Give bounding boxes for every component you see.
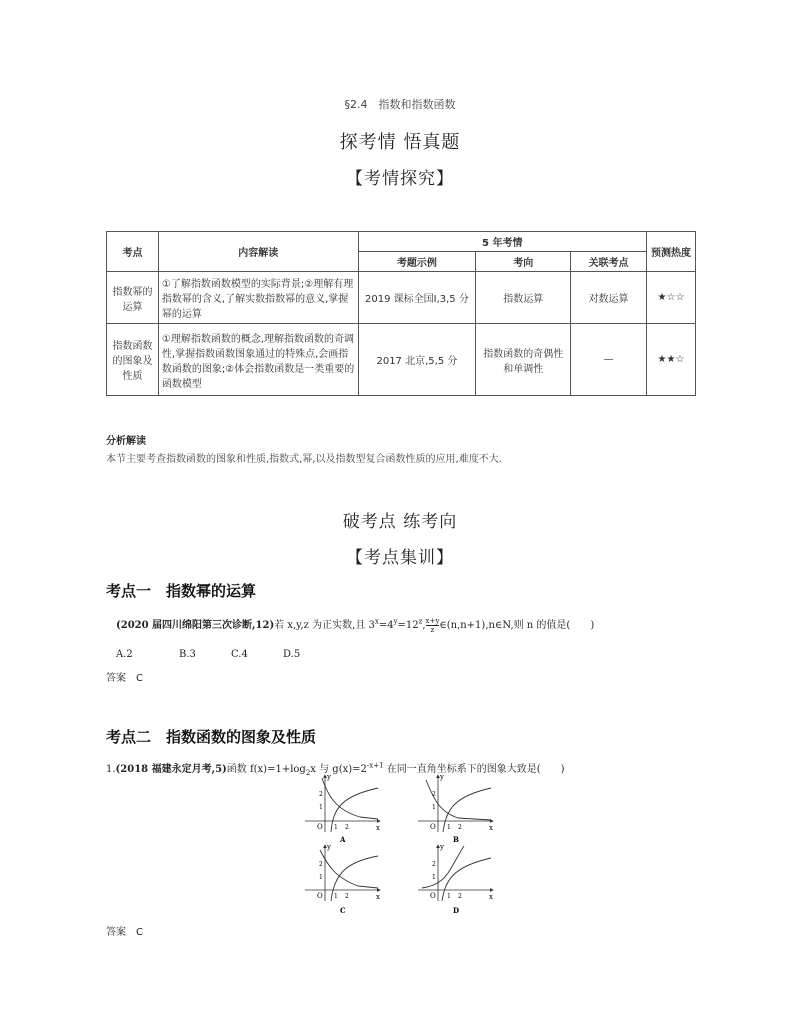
origin-label: O	[430, 823, 436, 831]
tick-1: 1	[447, 893, 451, 900]
tick-2: 2	[345, 893, 349, 900]
eq1: =4	[378, 620, 394, 631]
option-b: B.3	[179, 649, 196, 660]
kaodian2-answer: 答案 C	[106, 927, 143, 938]
option-a: A.2	[116, 649, 133, 660]
graph-d	[418, 843, 493, 915]
tick-1: 1	[447, 824, 451, 831]
tick-2: 2	[319, 791, 323, 798]
question-stem-c: 在同一直角坐标系下的图象大致是( )	[383, 764, 565, 775]
graph-label-d: D	[453, 906, 460, 915]
fraction-denominator: z	[430, 626, 435, 634]
cell-shili: 2019 课标全国Ⅰ,3,5 分	[358, 272, 476, 324]
tick-1: 1	[432, 804, 436, 811]
analysis-body: 本节主要考查指数函数的图象和性质,指数式,幂,以及指数型复合函数性质的应用,难度不大.	[106, 454, 502, 465]
exam-info-table	[106, 231, 696, 396]
kaodian1-heading: 考点一 指数幂的运算	[106, 582, 257, 600]
graph-options-figure	[300, 770, 510, 920]
kaodian1-question	[116, 616, 594, 634]
tick-1: 1	[319, 804, 323, 811]
tick-2: 2	[458, 893, 462, 900]
cell-yuce: ★★☆	[647, 324, 696, 396]
th-neirong: 内容解读	[158, 232, 358, 272]
th-kaoxiang: 考向	[476, 252, 571, 272]
cell-yuce: ★☆☆	[647, 272, 696, 324]
table-row	[107, 272, 696, 324]
cell-kaodian: 指数函数的图象及性质	[107, 324, 159, 396]
origin-label: O	[317, 823, 323, 831]
y-label: y	[440, 843, 444, 851]
th-yuce: 预测热度	[647, 232, 696, 272]
question-source: (2018 福建永定月考,5)	[115, 764, 227, 775]
log-base: 2	[305, 769, 311, 777]
question-stem-a: 函数 f(x)=1+log	[226, 764, 306, 775]
x-label: x	[489, 893, 493, 901]
cell-guanlian: —	[571, 324, 647, 396]
option-c: C.4	[231, 649, 248, 660]
tick-1: 1	[334, 893, 338, 900]
fraction-numerator: x+y	[425, 617, 440, 625]
tick-2: 2	[432, 791, 436, 798]
cell-neirong: ①理解指数函数的概念,理解指数函数的奇调性,掌握指数函数图象通过的特殊点,会画指数函数的图象;②体会指数函数是一类重要的函数模型	[158, 324, 358, 396]
th-kaodian: 考点	[107, 232, 159, 272]
th-guanlian: 关联考点	[571, 252, 647, 272]
cell-guanlian: 对数运算	[571, 272, 647, 324]
graph-a	[305, 773, 380, 844]
y-label: y	[327, 773, 331, 781]
exp-z: z	[418, 617, 423, 626]
eq2: =12	[397, 620, 419, 631]
cell-shili: 2017 北京,5,5 分	[358, 324, 476, 396]
tick-1: 1	[432, 874, 436, 881]
tick-1: 1	[319, 874, 323, 881]
origin-label: O	[430, 892, 436, 900]
exponent: -x+1	[366, 761, 384, 770]
fraction	[426, 617, 440, 634]
y-label: y	[327, 843, 331, 851]
x-label: x	[376, 893, 380, 901]
question-stem-a: 若 x,y,z 为正实数,且 3	[274, 620, 375, 631]
origin-label: O	[317, 892, 323, 900]
graph-label-c: C	[340, 906, 346, 915]
part2-title: 破考点 练考向	[342, 512, 458, 532]
x-label: x	[489, 824, 493, 832]
question-number: 1.	[106, 764, 116, 775]
cell-neirong: ①了解指数函数模型的实际背景;②理解有理指数幂的含义,了解实数指数幂的意义,掌握幂的运算	[158, 272, 358, 324]
exp-y: y	[393, 617, 398, 626]
question-stem-b: x 与 g(x)=2	[310, 764, 367, 775]
th-wunian: 5 年考情	[358, 232, 646, 252]
y-label: y	[440, 773, 444, 781]
th-shili: 考题示例	[358, 252, 476, 272]
graph-c	[305, 843, 380, 915]
tick-2: 2	[345, 824, 349, 831]
question-stem-b: ∈(n,n+1),n∈N,则 n 的值是( )	[439, 620, 595, 631]
graph-label-b: B	[453, 835, 459, 844]
part1-title: 探考情 悟真题	[339, 132, 461, 153]
cell-kaoxiang: 指数运算	[476, 272, 571, 324]
graph-b	[418, 773, 493, 844]
tick-2: 2	[432, 861, 436, 868]
exp-x: x	[374, 617, 379, 626]
x-label: x	[376, 824, 380, 832]
kaodian1-answer: 答案 C	[106, 673, 143, 684]
table-row	[107, 324, 696, 396]
part2-subtitle: 【考点集训】	[346, 548, 454, 568]
tick-2: 2	[458, 824, 462, 831]
cell-kaodian: 指数幂的运算	[107, 272, 159, 324]
cell-kaoxiang: 指数函数的奇偶性和单调性	[476, 324, 571, 396]
analysis-title: 分析解读	[106, 436, 146, 447]
comma: ,	[422, 620, 426, 631]
question-source: (2020 届四川绵阳第三次诊断,12)	[116, 620, 275, 631]
graph-label-a: A	[340, 835, 346, 844]
part1-subtitle: 【考情探究】	[346, 169, 454, 189]
kaodian2-heading: 考点二 指数函数的图象及性质	[106, 728, 317, 746]
tick-1: 1	[334, 824, 338, 831]
option-d: D.5	[283, 649, 301, 660]
section-header: §2.4 指数和指数函数	[344, 98, 456, 111]
tick-2: 2	[319, 861, 323, 868]
